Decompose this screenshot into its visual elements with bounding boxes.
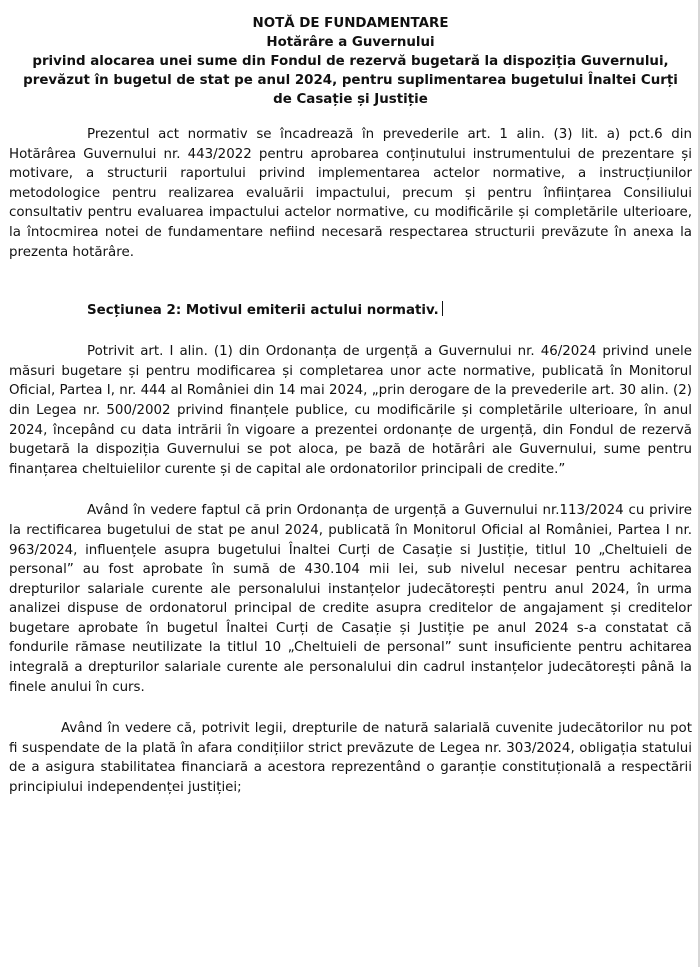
- document-subtitle: Hotărâre a Guvernului: [266, 35, 435, 50]
- section-2-paragraph-1: Potrivit art. I alin. (1) din Ordonanța de urgență a Guvernului nr. 46/2024 privind unele măsuri bugetare și pentru modificarea și completarea unor acte normative, publicată în Monitorul Oficial, Partea I, nr. 444 al României din 14 mai 2024, „prin derogare de la prevederile art. 30 alin. (2) din Legea nr. 500/2002 privind finanțele publice, cu modificările și completările ulterioare, în anul 2024, începând cu data intrării în vigoare a prezentei ordonanțe de urgență, din Fondul de rezervă bugetară la dispoziția Guvernului se pot aloca, pe bază de hotărâri ale Guvernului, sume pentru finanțarea cheltuielilor curente și de capital ale ordonatorilor principali de credite.”: [9, 344, 692, 477]
- intro-paragraph: Prezentul act normativ se încadrează în prevederile art. 1 alin. (3) lit. a) pct.6 din Hotărârea Guvernului nr. 443/2022 pentru aprobarea conținutului instrumentului de prezentare și motivare, a structurii raportului privind implementarea actelor normative, a instrucțiunilor metodologice pentru realizarea evaluării impactului, precum și pentru înființarea Consiliului consultativ pentru evaluarea impactului actelor normative, cu modificările și completările ulterioare, la întocmirea notei de fundamentare nefiind necesară respectarea structurii prevăzute în anexa la prezenta hotărâre.: [9, 127, 692, 260]
- section-2-paragraph-2: Având în vedere faptul că prin Ordonanța de urgență a Guvernului nr.113/2024 cu privire la rectificarea bugetului de stat pe anul 2024, publicată în Monitorul Oficial al României, Partea I nr. 963/2024, influențele asupra bugetului Înaltei Curți de Casație si Justiție, titlul 10 „Cheltuieli de personal” au fost aprobate în sumă de 430.104 mii lei, sub nivelul necesar pentru achitarea drepturilor salariale curente ale personalului instanțelor judecătorești pentru anul 2024, în urma analizei dispuse de ordonatorul principal de credite asupra creditelor de angajament și creditelor bugetare aprobate în bugetul Înaltei Curți de Casație și Justiție pe anul 2024 s-a constatat că fondurile rămase neutilizate la titlul 10 „Cheltuieli de personal” sunt insuficiente pentru achitarea integrală a drepturilor salariale curente ale personalului din cadrul instanțelor judecătorești până la finele anului în curs.: [9, 503, 692, 695]
- document-title: NOTĂ DE FUNDAMENTARE: [252, 16, 449, 31]
- section-2-title[interactable]: [9, 301, 692, 320]
- section-2-title-text: Secțiunea 2: Motivul emiterii actului normativ.: [87, 303, 439, 319]
- document-page: [9, 14, 692, 798]
- section-2-paragraph-3: Având în vedere că, potrivit legii, drepturile de natură salarială cuvenite judecătorilor nu pot fi suspendate de la plată în afara condițiilor strict prevăzute de Legea nr. 303/2024, obligația statului de a asigura stabilitatea financiară a acestora reprezentând o garanție constituțională a respectării principiului independenței justiției;: [9, 721, 692, 796]
- document-subject: privind alocarea unei sume din Fondul de rezervă bugetară la dispoziția Guvernului, prevăzut în bugetul de stat pe anul 2024, pentru suplimentarea bugetului Înaltei Curți de Casație și Justiție: [23, 54, 678, 107]
- text-cursor: [442, 301, 443, 316]
- document-header: [9, 14, 692, 109]
